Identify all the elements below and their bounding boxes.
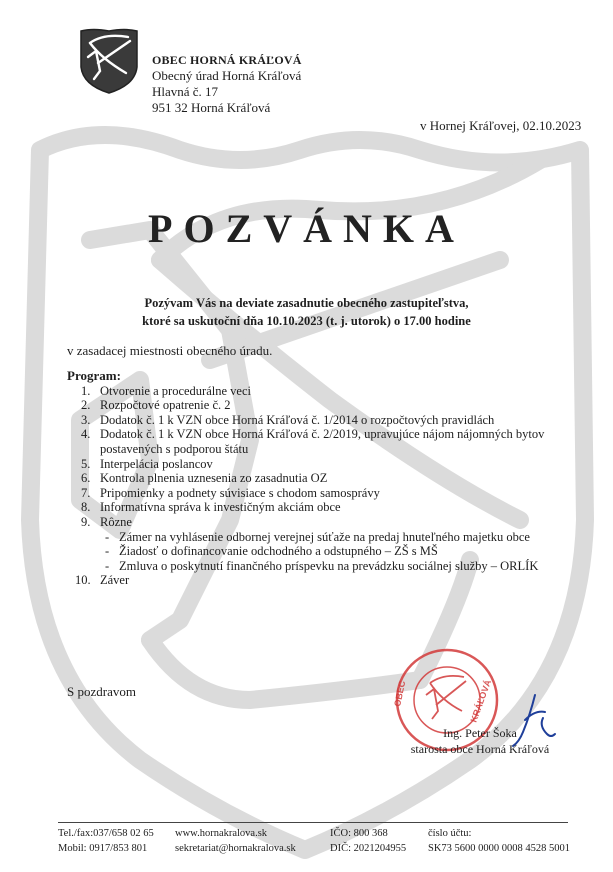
program-section xyxy=(67,369,567,588)
program-sub-item xyxy=(67,530,567,545)
signer-block xyxy=(400,725,560,757)
item-number: 6. xyxy=(81,471,91,486)
program-sub-item xyxy=(67,544,567,559)
footer-bank xyxy=(428,826,570,856)
closing-greeting: S pozdravom xyxy=(67,684,136,699)
program-item xyxy=(67,427,567,456)
program-item xyxy=(67,573,567,588)
svg-text:KRÁĽOVÁ: KRÁĽOVÁ xyxy=(468,678,494,724)
item-number: 2. xyxy=(81,398,91,413)
footer-account-number: SK73 5600 0000 0008 4528 5001 xyxy=(428,843,571,854)
item-number: 9. xyxy=(81,514,91,529)
program-heading: Program: xyxy=(67,368,121,383)
municipal-crest-logo xyxy=(78,27,140,95)
footer-email: sekretariat@hornakralova.sk xyxy=(175,843,296,854)
item-number: 5. xyxy=(81,456,91,471)
footer-ids xyxy=(330,826,406,856)
item-text: Rôzne xyxy=(100,514,132,529)
footer-phone: Tel./fax:037/658 02 65 xyxy=(58,828,154,839)
item-number: 7. xyxy=(81,485,91,500)
item-text: Kontrola plnenia uznesenia zo zasadnutia OZ xyxy=(100,471,328,486)
postal-city: 951 32 Horná Kráľová xyxy=(152,100,271,115)
signer-name: Ing. Peter Šoka xyxy=(443,726,517,740)
sub-item-text: Zmluva o poskytnutí finančného príspevku na prevádzku sociálnej služby – ORLÍK xyxy=(119,558,539,573)
program-item xyxy=(67,398,567,413)
item-text: Rozpočtové opatrenie č. 2 xyxy=(100,398,231,413)
svg-text:OBEC: OBEC xyxy=(392,679,408,708)
program-item xyxy=(67,515,567,530)
item-text: Dodatok č. 1 k VZN obce Horná Kráľová č. 1/2014 o rozpočtových pravidlách xyxy=(100,412,495,427)
item-number: 8. xyxy=(81,500,91,515)
item-text: Záver xyxy=(100,573,130,588)
footer-phones xyxy=(58,826,154,856)
item-number: 1. xyxy=(81,383,91,398)
program-item xyxy=(67,413,567,428)
footer-ico: IČO: 800 368 xyxy=(330,828,388,839)
invitation-line-1: Pozývam Vás na deviate zasadnutie obecného zastupiteľstva, xyxy=(144,296,469,310)
invitation-line-2: ktoré sa uskutoční dňa 10.10.2023 (t. j. utorok) o 17.00 hodine xyxy=(142,314,471,328)
footer-website: www.hornakralova.sk xyxy=(175,828,268,839)
footer-account-label: číslo účtu: xyxy=(428,828,472,839)
item-text: Informatívna správa k investičným akciám obce xyxy=(100,500,341,515)
program-item xyxy=(67,384,567,399)
item-text: Otvorenie a procedurálne veci xyxy=(100,383,251,398)
program-sub-item xyxy=(67,559,567,574)
item-number: 3. xyxy=(81,412,91,427)
signer-role: starosta obce Horná Kráľová xyxy=(410,742,550,756)
program-item xyxy=(67,471,567,486)
venue-text: v zasadacej miestnosti obecného úradu. xyxy=(67,343,273,358)
item-number: 10. xyxy=(75,573,91,588)
program-item xyxy=(67,486,567,501)
office-name: Obecný úrad Horná Kráľová xyxy=(152,68,302,83)
footer-divider xyxy=(58,822,568,823)
item-number: 4. xyxy=(81,427,91,442)
program-item xyxy=(67,500,567,515)
item-text: Interpelácia poslancov xyxy=(100,456,213,471)
footer-mobile: Mobil: 0917/853 801 xyxy=(58,843,148,854)
sender-address-block xyxy=(152,52,302,116)
footer-dic: DIČ: 2021204955 xyxy=(330,843,407,854)
date-line: v Hornej Kráľovej, 02.10.2023 xyxy=(420,118,582,133)
item-text: Dodatok č. 1 k VZN obce Horná Kráľová č. 2/2019, upravujúce nájom nájomných bytov postavených s podporou štátu xyxy=(100,427,545,456)
bullet-dash: - xyxy=(105,544,110,559)
sub-item-text: Zámer na vyhlásenie odbornej verejnej súťaže na predaj hnuteľného majetku obce xyxy=(119,529,530,544)
program-item xyxy=(67,457,567,472)
org-name: OBEC HORNÁ KRÁĽOVÁ xyxy=(152,53,302,67)
document-title: POZVÁNKA xyxy=(148,206,465,251)
item-text: Pripomienky a podnety súvisiace s chodom samosprávy xyxy=(100,485,380,500)
bullet-dash: - xyxy=(105,529,110,544)
street-address: Hlavná č. 17 xyxy=(152,84,219,99)
bullet-dash: - xyxy=(105,558,110,573)
footer-web xyxy=(175,826,296,856)
invitation-text xyxy=(0,294,613,330)
sub-item-text: Žiadosť o dofinancovanie odchodného a odstupného – ZŠ s MŠ xyxy=(119,544,438,559)
